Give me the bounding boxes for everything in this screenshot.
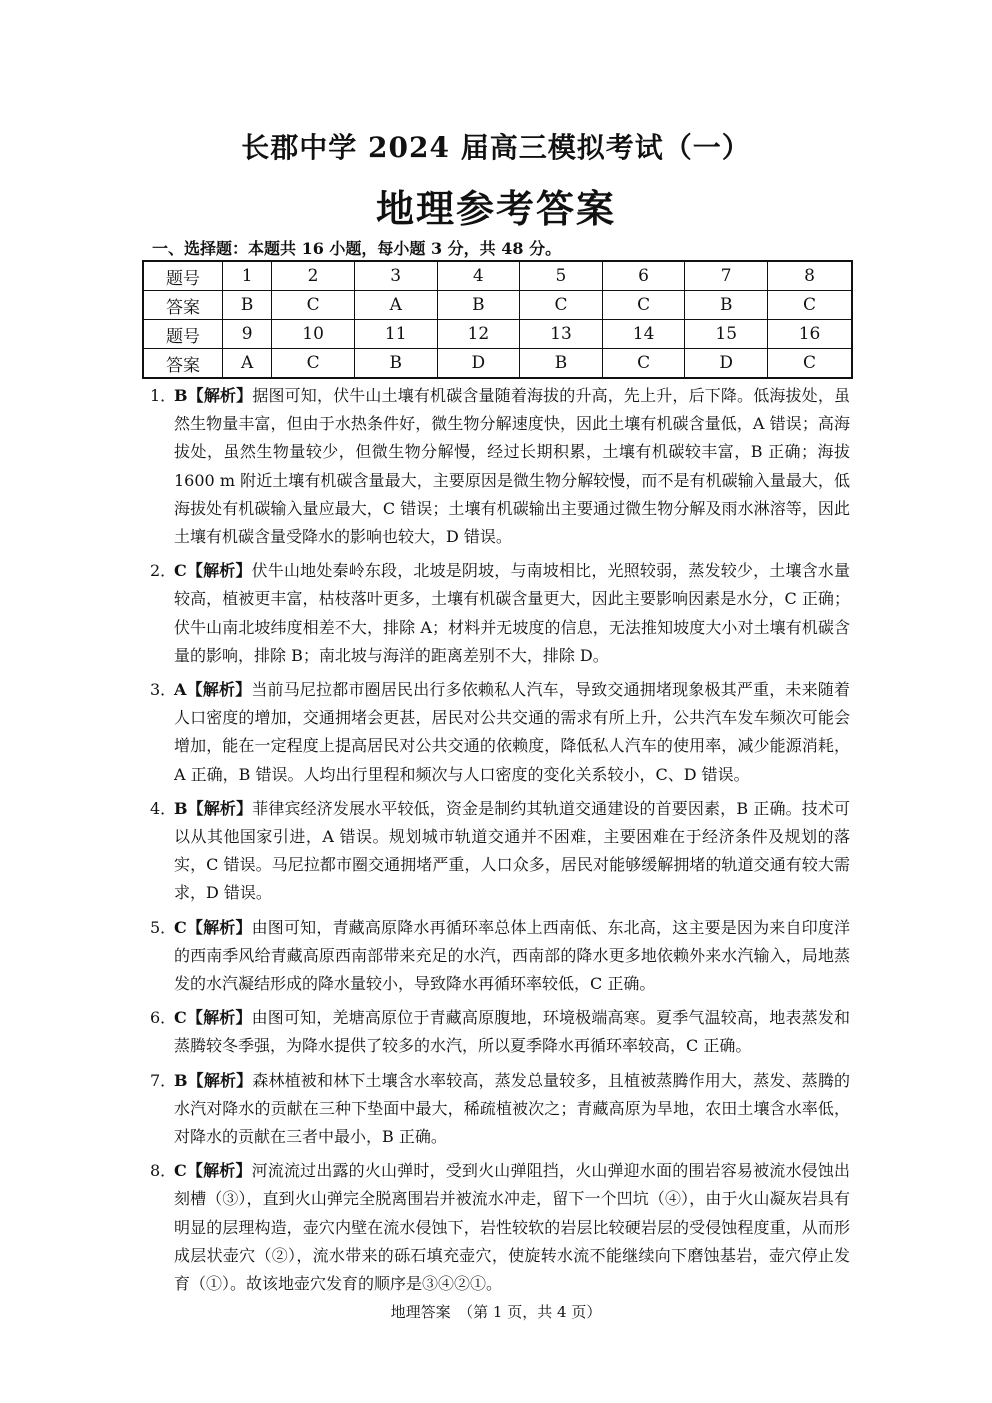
- table-cell: 2: [272, 261, 355, 291]
- table-cell: B: [685, 291, 768, 320]
- explanation-text: 由图可知，青藏高原降水再循环率总体上西南低、东北高，这主要是因为来自印度洋的西南季风给青藏高原西南部带来充足的水汽，西南部的降水更多地依赖外来水汽输入，局地蒸发的水汽凝结形成的降水量较小，导致降水再循环率较低，C 正确。: [174, 917, 850, 994]
- question-number: 1．: [150, 386, 177, 405]
- question-number: 6．: [150, 1008, 177, 1028]
- explanation-text: 由图可知，羌塘高原位于青藏高原腹地，环境极端高寒。夏季气温较高，地表蒸发和蒸腾较冬季强，为降水提供了较多的水汽，所以夏季降水再循环率较高，C 正确。: [174, 1008, 850, 1056]
- table-row: [143, 291, 852, 320]
- answer-tag: C【解析】: [174, 1008, 252, 1028]
- row-label-number: 题号: [143, 320, 223, 349]
- table-cell: B: [223, 291, 272, 320]
- answer-tag: B【解析】: [174, 798, 253, 818]
- table-cell: C: [768, 349, 852, 379]
- explanation-item: [150, 676, 850, 789]
- explanation-item: [150, 557, 850, 670]
- table-cell: B: [437, 291, 520, 320]
- table-cell: A: [223, 349, 272, 379]
- answer-tag: A【解析】: [174, 680, 252, 700]
- page-footer: 地理答案 （第 1 页，共 4 页）: [390, 1303, 602, 1321]
- table-cell: 6: [602, 261, 685, 291]
- table-cell: 1: [223, 261, 272, 291]
- document-title: 地理参考答案: [375, 186, 616, 231]
- table-cell: 4: [437, 261, 520, 291]
- question-number: 8．: [150, 1161, 177, 1181]
- table-cell: 16: [768, 320, 852, 349]
- table-cell: 3: [354, 261, 437, 291]
- answer-tag: C【解析】: [174, 917, 252, 937]
- table-row: [143, 320, 852, 349]
- answer-table: [142, 260, 853, 379]
- table-cell: C: [768, 291, 852, 320]
- table-cell: C: [602, 291, 685, 320]
- explanation-item: [150, 795, 850, 908]
- answer-tag: C【解析】: [174, 561, 252, 581]
- explanation-text: 当前马尼拉都市圈居民出行多依赖私人汽车，导致交通拥堵现象极其严重，未来随着人口密度的增加，交通拥堵会更甚，居民对公共交通的需求有所上升，公共汽车发车频次可能会增加，能在一定程度上提高居民对公共交通的依赖度，降低私人汽车的使用率，减少能源消耗，A 正确，B 错误。人均出行里程和频次与人口密度的变化关系较小，C、D 错误。: [174, 680, 850, 784]
- table-cell: 12: [437, 320, 520, 349]
- table-cell: 14: [602, 320, 685, 349]
- table-cell: 15: [685, 320, 768, 349]
- table-cell: A: [354, 291, 437, 320]
- explanation-text: 伏牛山地处秦岭东段，北坡是阴坡，与南坡相比，光照较弱，蒸发较少，土壤含水量较高，植被更丰富，枯枝落叶更多，土壤有机碳含量更大，因此主要影响因素是水分，C 正确；伏牛山南北坡纬度相差不大，排除 A；材料并无坡度的信息，无法推知坡度大小对土壤有机碳含量的影响，排除 B；南北坡与海洋的距离差别不大，排除 D。: [174, 561, 850, 665]
- table-cell: 8: [768, 261, 852, 291]
- table-cell: D: [437, 349, 520, 379]
- answer-tag: B【解析】: [174, 1070, 253, 1090]
- question-number: 5．: [150, 917, 177, 937]
- table-cell: C: [602, 349, 685, 379]
- explanation-text: 据图可知，伏牛山土壤有机碳含量随着海拔的升高，先上升，后下降。低海拔处，虽然生物量丰富，但由于水热条件好，微生物分解速度快，因此土壤有机碳含量低，A 错误；高海拔处，虽然生物量较少，但微生物分解慢，经过长期积累，土壤有机碳较丰富，B 正确；海拔 1600 m 附近土壤有机碳含量最大，主要原因是微生物分解较慢，而不是有机碳输入量最大，低海拔处有机碳输入量应最大，C 错误；土壤有机碳输出主要通过微生物分解及雨水淋溶等，因此土壤有机碳含量受降水的影响也较大，D 错误。: [174, 386, 850, 547]
- section-heading: 一、选择题：本题共 16 小题，每小题 3 分，共 48 分。: [152, 239, 562, 258]
- explanation-item: [150, 382, 850, 551]
- row-label-number: 题号: [143, 261, 223, 291]
- table-cell: 7: [685, 261, 768, 291]
- explanation-item: [150, 1067, 850, 1152]
- table-cell: B: [520, 349, 603, 379]
- question-number: 7．: [150, 1070, 177, 1090]
- table-cell: B: [354, 349, 437, 379]
- table-cell: C: [272, 349, 355, 379]
- question-number: 3．: [150, 680, 177, 700]
- explanation-item: [150, 914, 850, 999]
- table-cell: C: [272, 291, 355, 320]
- table-cell: 13: [520, 320, 603, 349]
- table-row: [143, 349, 852, 379]
- answer-tag: C【解析】: [174, 1161, 252, 1181]
- table-cell: D: [685, 349, 768, 379]
- explanation-item: [150, 1157, 850, 1298]
- explanation-text: 河流流过出露的火山弹时，受到火山弹阻挡，火山弹迎水面的围岩容易被流水侵蚀出刻槽（③），直到火山弹完全脱离围岩并被流水冲走，留下一个凹坑（④），由于火山凝灰岩具有明显的层理构造，壶穴内壁在流水侵蚀下，岩性较软的岩层比较硬岩层的受侵蚀程度重，从而形成层状壶穴（②），流水带来的砾石填充壶穴，使旋转水流不能继续向下磨蚀基岩，壶穴停止发育（①）。故该地壶穴发育的顺序是③④②①。: [174, 1161, 850, 1294]
- explanations-list: [150, 382, 850, 1304]
- explanation-item: [150, 1004, 850, 1060]
- row-label-answer: 答案: [143, 291, 223, 320]
- explanation-text: 森林植被和林下土壤含水率较高，蒸发总量较多，且植被蒸腾作用大，蒸发、蒸腾的水汽对降水的贡献在三种下垫面中最大，稀疏植被次之；青藏高原为旱地，农田土壤含水率低，对降水的贡献在三者中最小，B 正确。: [174, 1070, 850, 1147]
- question-number: 4．: [150, 798, 177, 818]
- exam-title: 长郡中学 2024 届高三模拟考试（一）: [241, 131, 751, 164]
- answer-tag: B【解析】: [174, 386, 253, 405]
- table-cell: 10: [272, 320, 355, 349]
- table-cell: 11: [354, 320, 437, 349]
- row-label-answer: 答案: [143, 349, 223, 379]
- table-cell: 9: [223, 320, 272, 349]
- table-row: [143, 261, 852, 291]
- table-cell: C: [520, 291, 603, 320]
- question-number: 2．: [150, 561, 177, 581]
- explanation-text: 菲律宾经济发展水平较低，资金是制约其轨道交通建设的首要因素，B 正确。技术可以从其他国家引进，A 错误。规划城市轨道交通并不困难，主要困难在于经济条件及规划的落实，C 错误。马尼拉都市圈交通拥堵严重，人口众多，居民对能够缓解拥堵的轨道交通有较大需求，D 错误。: [174, 798, 850, 903]
- table-cell: 5: [520, 261, 603, 291]
